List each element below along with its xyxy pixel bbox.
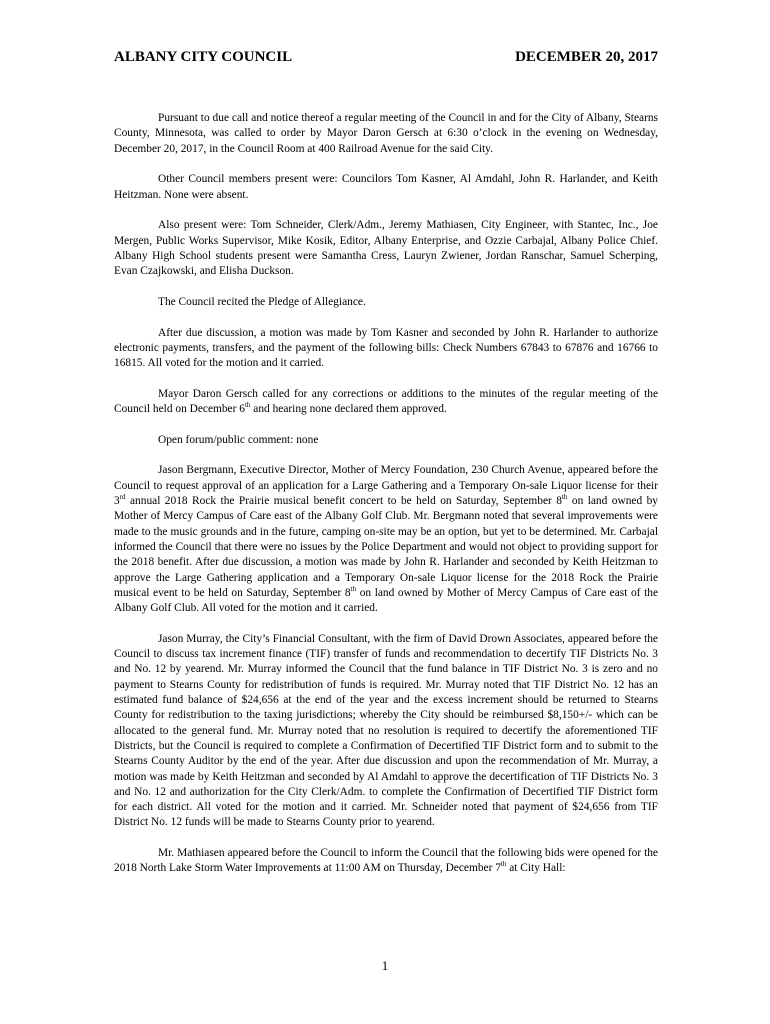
paragraph-pledge: The Council recited the Pledge of Allegiance. xyxy=(158,295,366,308)
ordinal-suffix: th xyxy=(350,585,357,594)
paragraph-rock-the-prairie xyxy=(114,463,658,616)
ordinal-suffix: th xyxy=(561,493,568,502)
paragraph-also-present: Also present were: Tom Schneider, Clerk/Adm., Jeremy Mathiasen, City Engineer, with Stantec, Inc., Joe Mergen, Public Works Supervisor, Mike Kosik, Editor, Albany Enterprise, and Ozzie Carbajal, Albany Police Chief. Albany High School students present were Samantha Cress, Lauryn Zwiener, Jordan Ranschar, Samuel Scherping, Evan Czajkowski, and Elisha Duckson. xyxy=(114,219,658,278)
ordinal-suffix: th xyxy=(244,401,251,410)
header-organization: ALBANY CITY COUNCIL xyxy=(114,49,293,65)
paragraph-call-to-order: Pursuant to due call and notice thereof a regular meeting of the Council in and for the City of Albany, Stearns County, Minnesota, was called to order by Mayor Daron Gersch at 6:30 o’clock in the evening on Wednesday, December 20, 2017, in the Council Room at 400 Railroad Avenue for the said City. xyxy=(114,112,658,155)
page-header xyxy=(114,46,658,68)
minutes-approval-text-a: Mayor Daron Gersch called for any corrections or additions to the minutes of the regular meeting of the Council held on December 6 xyxy=(114,387,658,416)
storm-water-bids-text-a: Mr. Mathiasen appeared before the Council to inform the Council that the following bids were opened for the 2018 North Lake Storm Water Improvements at 11:00 AM on Thursday, December 7 xyxy=(114,847,658,875)
paragraph-members-present: Other Council members present were: Councilors Tom Kasner, Al Amdahl, John R. Harlander, and Keith Heitzman. None were absent. xyxy=(114,173,658,201)
ordinal-suffix: th xyxy=(500,860,507,869)
ordinal-suffix: rd xyxy=(119,493,126,502)
paragraph-open-forum: Open forum/public comment: none xyxy=(158,433,319,446)
paragraph-storm-water-bids xyxy=(114,846,658,877)
minutes-approval-text-b: and hearing none declared them approved. xyxy=(250,403,447,416)
header-date: DECEMBER 20, 2017 xyxy=(515,49,658,65)
storm-water-bids-text-b: at City Hall: xyxy=(506,862,566,875)
paragraph-minutes-approval xyxy=(114,387,658,418)
rock-the-prairie-text-b: annual 2018 Rock the Prairie musical benefit concert to be held on Saturday, September 8 xyxy=(125,495,562,508)
paragraph-bills-motion: After due discussion, a motion was made by Tom Kasner and seconded by John R. Harlander to authorize electronic payments, transfers, and the payment of the following bills: Check Numbers 67843 to 67876 and 16766 to 16815. All voted for the motion and it carried. xyxy=(114,326,658,370)
paragraph-tif-decertification: Jason Murray, the City’s Financial Consultant, with the firm of David Drown Associates, appeared before the Council to discuss tax increment finance (TIF) transfer of funds and recommendation to decertify TIF Districts No. 3 and No. 12 by yearend. Mr. Murray informed the Council that the fund balance in TIF District No. 3 is zero and no payment to Stearns County for redistribution of funds is required. Mr. Murray noted that TIF District No. 12 has an estimated fund balance of $24,656 at the end of the year and the excess increment should be returned to Stearns County for redistribution to the taxing jurisdictions; whereby the City should be reimbursed $8,150+/- which can be allocated to the general fund. Mr. Murray noted that no resolution is required to decertify the aforementioned TIF Districts, but the Council is required to complete a Confirmation of Decertified TIF District form and to submit to the Stearns County Auditor by the end of the year. After due discussion and upon the recommendation of Mr. Murray, a motion was made by Keith Heitzman and seconded by Al Amdahl to approve the decertification of TIF Districts No. 3 and No. 12 and authorization for the City Clerk/Adm. to complete the Confirmation of Decertified TIF District form for each district. All voted for the motion and it carried. Mr. Schneider noted that payment of $24,656 from TIF District No. 12 funds will be made to Stearns County prior to yearend. xyxy=(114,632,658,829)
rock-the-prairie-text-c: on land owned by Mother of Mercy Campus of Care east of the Albany Golf Club. Mr. Bergmann noted that several improvements were made to the music grounds and in the future, camping on-site may be an option, but yet to be determined. Mr. Carbajal informed the Council that there were no issues by the Police Department and would not object to providing support for the 2018 benefit. After due discussion, a motion was made by John R. Harlander and seconded by Keith Heitzman to approve the Large Gathering application and a Temporary On-sale Liquor license for the 2018 Rock the Prairie musical event to be held on Saturday, September 8 xyxy=(114,495,658,599)
minutes-body xyxy=(114,111,658,892)
rock-the-prairie-text-a: Jason Bergmann, Executive Director, Mother of Mercy Foundation, 230 Church Avenue, appeared before the Council to request approval of an application for a Large Gathering and a Temporary On-sale Liquor license for their 3 xyxy=(114,464,658,508)
rock-the-prairie-text-d: on land owned by Mother of Mercy Campus of Care east of the Albany Golf Club. All voted for the motion and it carried. xyxy=(114,586,658,615)
page-number: 1 xyxy=(381,958,389,973)
